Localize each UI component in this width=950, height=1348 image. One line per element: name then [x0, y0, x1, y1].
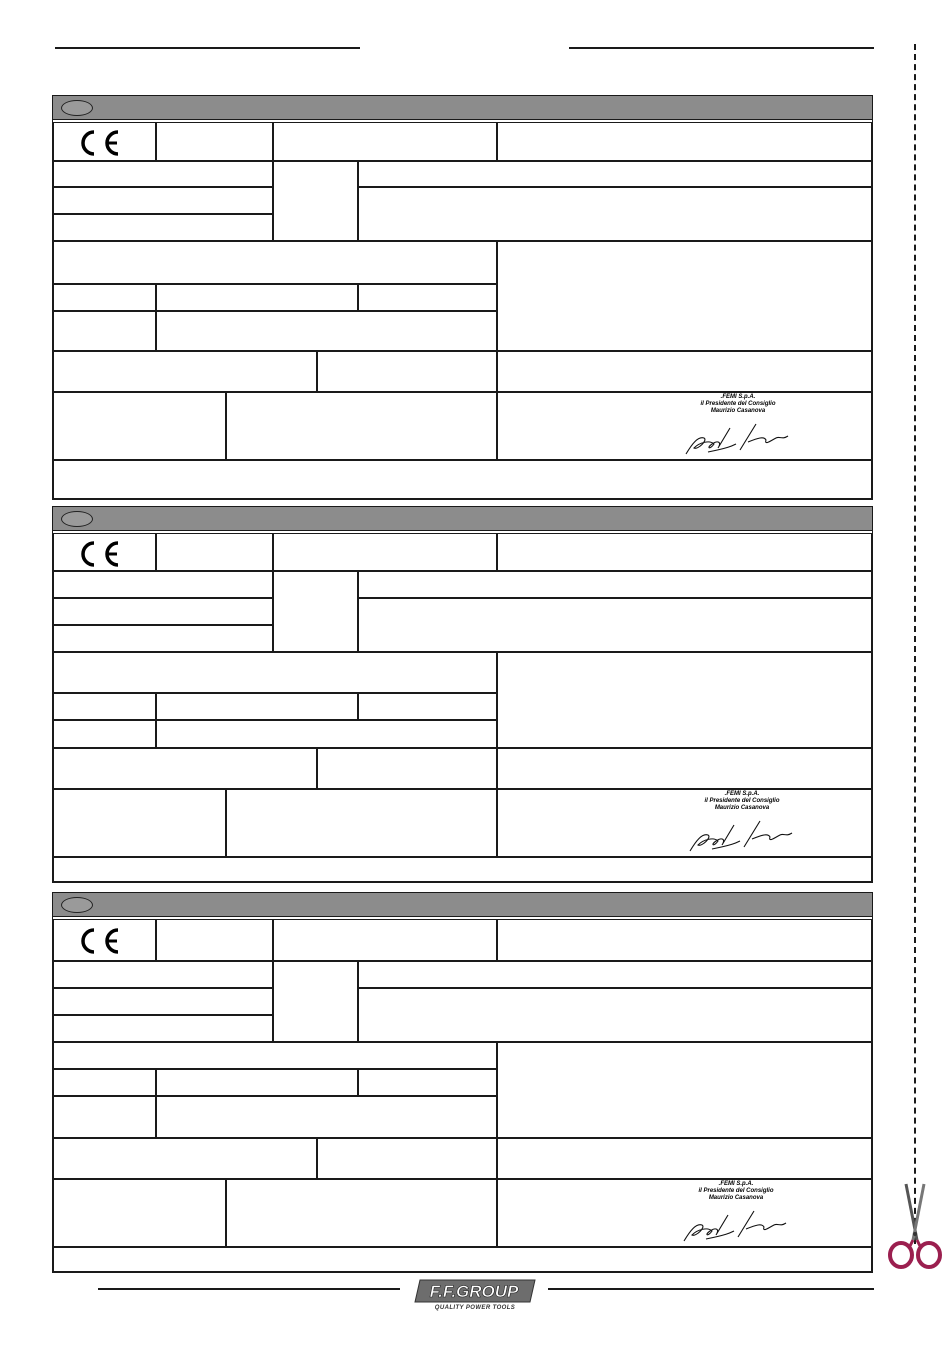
signature-icon	[676, 1201, 796, 1247]
form-field[interactable]	[273, 161, 358, 241]
signature-cell	[497, 789, 872, 857]
signature-role: il Presidente del Consiglio	[704, 798, 780, 804]
form-field[interactable]	[156, 693, 358, 720]
signature-name: Maurizio Casanova	[708, 1195, 764, 1201]
form-field[interactable]	[358, 571, 872, 598]
top-rule-right	[569, 47, 874, 49]
declaration-form-2	[52, 506, 873, 883]
logo-tagline: QUALITY POWER TOOLS	[434, 1305, 516, 1311]
signature-block	[682, 791, 802, 857]
form-field[interactable]	[273, 919, 497, 961]
form-field[interactable]	[53, 311, 156, 351]
form-field[interactable]	[53, 693, 156, 720]
form-field[interactable]	[53, 1042, 497, 1069]
form-field[interactable]	[53, 1247, 872, 1272]
form-field[interactable]	[53, 1015, 273, 1042]
form-field[interactable]	[53, 351, 317, 392]
signature-block	[678, 394, 798, 460]
form-field[interactable]	[53, 748, 317, 789]
signature-cell	[497, 1179, 872, 1247]
ce-cell	[53, 122, 156, 161]
signature-role: il Presidente del Consiglio	[700, 401, 776, 407]
signature-role: il Presidente del Consiglio	[698, 1188, 774, 1194]
form-field[interactable]	[53, 214, 273, 241]
form-field[interactable]	[53, 241, 497, 284]
ce-cell	[53, 919, 156, 961]
signature-icon	[678, 414, 798, 460]
form-field[interactable]	[497, 1138, 872, 1179]
ff-group-logo-icon	[414, 1279, 536, 1303]
form-header	[53, 893, 872, 917]
form-field[interactable]	[226, 1179, 497, 1247]
form-field[interactable]	[497, 652, 872, 748]
form-field[interactable]	[497, 351, 872, 392]
form-field[interactable]	[317, 1138, 497, 1179]
scissors-icon	[886, 1182, 944, 1272]
form-field[interactable]	[358, 693, 497, 720]
form-field[interactable]	[273, 122, 497, 161]
form-field[interactable]	[53, 857, 872, 882]
form-field[interactable]	[53, 284, 156, 311]
form-field[interactable]	[497, 1042, 872, 1138]
form-field[interactable]	[358, 284, 497, 311]
form-field[interactable]	[156, 720, 497, 748]
form-field[interactable]	[53, 988, 273, 1015]
ce-cell	[53, 533, 156, 571]
form-field[interactable]	[273, 961, 358, 1042]
bottom-rule-right	[548, 1288, 874, 1290]
form-header	[53, 96, 872, 120]
logo-brand: F.F.GROUP	[429, 1282, 519, 1301]
form-field[interactable]	[156, 533, 273, 571]
signature-cell	[497, 392, 872, 460]
form-field[interactable]	[53, 1069, 156, 1096]
language-badge	[61, 897, 93, 913]
form-field[interactable]	[156, 311, 497, 351]
top-rule-left	[55, 47, 360, 49]
form-field[interactable]	[53, 598, 273, 625]
signature-company: .FEMI S.p.A.	[720, 394, 756, 400]
form-field[interactable]	[53, 1138, 317, 1179]
form-header	[53, 507, 872, 531]
ce-mark-icon	[74, 129, 124, 157]
declaration-form-3	[52, 892, 873, 1273]
signature-name: Maurizio Casanova	[710, 408, 766, 414]
form-field[interactable]	[53, 1096, 156, 1138]
form-field[interactable]	[497, 533, 872, 571]
cut-line	[914, 44, 916, 1244]
declaration-form-1	[52, 95, 873, 500]
ce-mark-icon	[74, 540, 124, 568]
form-field[interactable]	[53, 789, 226, 857]
form-field[interactable]	[497, 241, 872, 351]
form-field[interactable]	[497, 122, 872, 161]
form-field[interactable]	[358, 961, 872, 988]
form-field[interactable]	[53, 460, 872, 499]
form-field[interactable]	[358, 161, 872, 187]
form-field[interactable]	[156, 122, 273, 161]
signature-block	[676, 1181, 796, 1247]
form-field[interactable]	[156, 1069, 358, 1096]
form-field[interactable]	[317, 351, 497, 392]
form-field[interactable]	[156, 284, 358, 311]
form-field[interactable]	[53, 720, 156, 748]
form-field[interactable]	[156, 919, 273, 961]
form-field[interactable]	[226, 392, 497, 460]
form-field[interactable]	[497, 748, 872, 789]
form-field[interactable]	[358, 187, 872, 241]
signature-company: .FEMI S.p.A.	[718, 1181, 754, 1187]
bottom-rule-left	[98, 1288, 400, 1290]
form-field[interactable]	[53, 1179, 226, 1247]
signature-icon	[682, 811, 802, 857]
form-field[interactable]	[53, 652, 497, 693]
form-field[interactable]	[497, 919, 872, 961]
form-field[interactable]	[273, 533, 497, 571]
form-field[interactable]	[358, 598, 872, 652]
form-field[interactable]	[358, 988, 872, 1042]
language-badge	[61, 511, 93, 527]
form-field[interactable]	[53, 161, 273, 187]
form-field[interactable]	[317, 748, 497, 789]
form-field[interactable]	[156, 1096, 497, 1138]
form-field[interactable]	[53, 571, 273, 598]
ce-mark-icon	[74, 927, 124, 955]
form-field[interactable]	[53, 625, 273, 652]
language-badge	[61, 100, 93, 116]
form-field[interactable]	[273, 571, 358, 652]
form-field[interactable]	[53, 392, 226, 460]
signature-company: .FEMI S.p.A.	[724, 791, 760, 797]
form-field[interactable]	[358, 1069, 497, 1096]
form-field[interactable]	[53, 187, 273, 214]
form-field[interactable]	[226, 789, 497, 857]
signature-name: Maurizio Casanova	[714, 805, 770, 811]
form-field[interactable]	[53, 961, 273, 988]
